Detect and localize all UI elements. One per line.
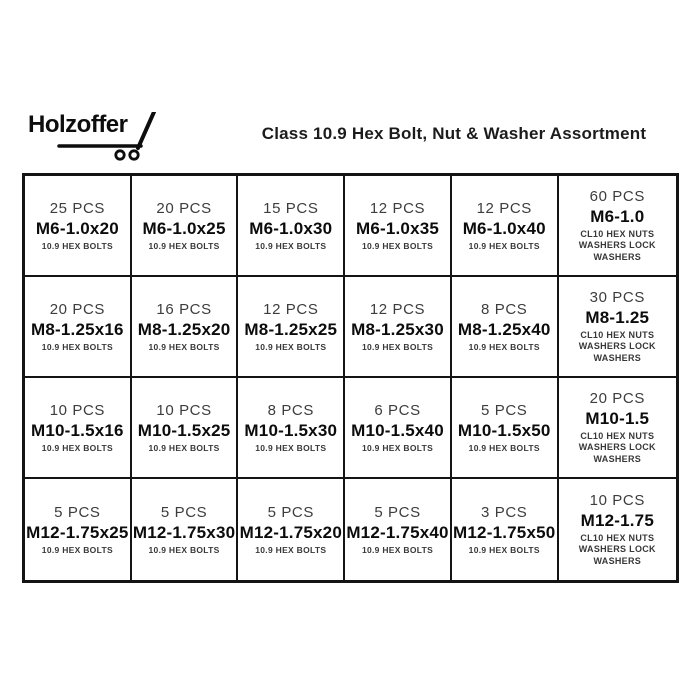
cell-description-label: 10.9 HEX BOLTS bbox=[468, 240, 540, 251]
assortment-table bbox=[22, 173, 679, 583]
cell-qty-label: 3 PCS bbox=[481, 503, 528, 521]
cell-size-label: M10-1.5x30 bbox=[244, 420, 338, 440]
cell-size-label: M6-1.0x25 bbox=[142, 218, 226, 238]
cell-qty-label: 8 PCS bbox=[267, 401, 314, 419]
cell-qty-label: 12 PCS bbox=[263, 300, 319, 318]
cell-description-label: 10.9 HEX BOLTS bbox=[255, 442, 327, 453]
cart-handle-slash bbox=[138, 112, 154, 148]
cell-qty-label: 20 PCS bbox=[589, 389, 645, 407]
cell-description-label: CL10 HEX NUTS WASHERS LOCK WASHERS bbox=[578, 228, 656, 262]
assortment-cell bbox=[132, 176, 239, 277]
cell-size-label: M10-1.5x25 bbox=[137, 420, 231, 440]
assortment-cell bbox=[238, 479, 345, 580]
cell-qty-label: 5 PCS bbox=[481, 401, 528, 419]
cell-size-label: M8-1.25x25 bbox=[244, 319, 338, 339]
cell-description-label: 10.9 HEX BOLTS bbox=[468, 442, 540, 453]
brand-logo bbox=[28, 112, 162, 168]
cell-size-label: M12-1.75x30 bbox=[132, 522, 236, 542]
cell-size-label: M10-1.5x16 bbox=[30, 420, 124, 440]
cell-qty-label: 12 PCS bbox=[369, 199, 426, 217]
cell-size-label: M12-1.75x50 bbox=[453, 522, 556, 542]
cell-qty-label: 60 PCS bbox=[589, 187, 645, 205]
assortment-cell bbox=[559, 378, 676, 479]
cell-size-label: M10-1.5x50 bbox=[457, 420, 551, 440]
cell-description-label: 10.9 HEX BOLTS bbox=[361, 240, 434, 251]
cell-description-label: 10.9 HEX BOLTS bbox=[41, 341, 113, 352]
cell-size-label: M6-1.0 bbox=[590, 206, 645, 226]
assortment-cell bbox=[132, 479, 239, 580]
cell-qty-label: 16 PCS bbox=[156, 300, 212, 318]
cell-description-label: 10.9 HEX BOLTS bbox=[255, 240, 327, 251]
cell-description-label: 10.9 HEX BOLTS bbox=[468, 544, 540, 555]
assortment-cell bbox=[25, 176, 132, 277]
cell-qty-label: 8 PCS bbox=[481, 300, 528, 318]
cell-size-label: M8-1.25x16 bbox=[30, 319, 124, 339]
cart-wheel-left bbox=[116, 151, 124, 159]
cell-qty-label: 5 PCS bbox=[160, 503, 208, 521]
cell-description-label: 10.9 HEX BOLTS bbox=[148, 544, 220, 555]
cell-qty-label: 5 PCS bbox=[374, 503, 421, 521]
assortment-cell bbox=[238, 378, 345, 479]
assortment-cell bbox=[132, 378, 239, 479]
cell-description-label: 10.9 HEX BOLTS bbox=[41, 240, 113, 251]
cell-size-label: M6-1.0x20 bbox=[35, 218, 119, 238]
assortment-cell bbox=[452, 277, 559, 378]
cell-size-label: M8-1.25x40 bbox=[457, 319, 551, 339]
shopping-cart-icon bbox=[28, 112, 162, 168]
cell-qty-label: 12 PCS bbox=[476, 199, 532, 217]
cell-size-label: M12-1.75x40 bbox=[346, 522, 449, 542]
assortment-cell bbox=[559, 479, 676, 580]
cell-size-label: M6-1.0x30 bbox=[249, 218, 333, 238]
cell-description-label: CL10 HEX NUTS WASHERS LOCK WASHERS bbox=[578, 532, 656, 566]
cell-qty-label: 20 PCS bbox=[49, 300, 105, 318]
cell-description-label: CL10 HEX NUTS WASHERS LOCK WASHERS bbox=[578, 329, 656, 363]
assortment-cell bbox=[345, 277, 452, 378]
assortment-cell bbox=[25, 479, 132, 580]
cart-wheel-right bbox=[130, 151, 138, 159]
cell-qty-label: 10 PCS bbox=[156, 401, 212, 419]
assortment-cell bbox=[345, 378, 452, 479]
assortment-cell bbox=[132, 277, 239, 378]
cell-description-label: CL10 HEX NUTS WASHERS LOCK WASHERS bbox=[578, 430, 656, 464]
cell-qty-label: 5 PCS bbox=[54, 503, 101, 521]
brand-name: Holzoffer bbox=[28, 111, 128, 138]
page-title: Class 10.9 Hex Bolt, Nut & Washer Assortment bbox=[261, 124, 647, 143]
cell-size-label: M12-1.75x25 bbox=[26, 522, 129, 542]
assortment-cell bbox=[559, 277, 676, 378]
cell-size-label: M6-1.0x40 bbox=[462, 218, 546, 238]
cell-qty-label: 15 PCS bbox=[263, 199, 319, 217]
assortment-cell bbox=[238, 176, 345, 277]
assortment-cell bbox=[452, 176, 559, 277]
assortment-cell bbox=[25, 277, 132, 378]
cell-description-label: 10.9 HEX BOLTS bbox=[361, 442, 434, 453]
cell-size-label: M10-1.5x40 bbox=[351, 420, 444, 440]
cell-size-label: M8-1.25x20 bbox=[137, 319, 231, 339]
cell-qty-label: 20 PCS bbox=[156, 199, 212, 217]
assortment-cell bbox=[345, 479, 452, 580]
cell-description-label: 10.9 HEX BOLTS bbox=[361, 544, 434, 555]
assortment-cell bbox=[345, 176, 452, 277]
cell-description-label: 10.9 HEX BOLTS bbox=[148, 341, 220, 352]
cell-description-label: 10.9 HEX BOLTS bbox=[255, 341, 327, 352]
assortment-cell bbox=[452, 378, 559, 479]
cell-description-label: 10.9 HEX BOLTS bbox=[148, 240, 220, 251]
cell-qty-label: 10 PCS bbox=[589, 491, 645, 509]
cell-description-label: 10.9 HEX BOLTS bbox=[41, 442, 113, 453]
cell-description-label: 10.9 HEX BOLTS bbox=[361, 341, 434, 352]
cell-size-label: M6-1.0x35 bbox=[355, 218, 440, 238]
cell-qty-label: 10 PCS bbox=[49, 401, 105, 419]
assortment-cell bbox=[238, 277, 345, 378]
assortment-cell bbox=[25, 378, 132, 479]
cell-description-label: 10.9 HEX BOLTS bbox=[41, 544, 113, 555]
cell-size-label: M12-1.75 bbox=[580, 510, 654, 530]
cell-qty-label: 30 PCS bbox=[589, 288, 645, 306]
cell-description-label: 10.9 HEX BOLTS bbox=[255, 544, 327, 555]
cell-description-label: 10.9 HEX BOLTS bbox=[148, 442, 220, 453]
cell-size-label: M8-1.25 bbox=[585, 307, 650, 327]
cell-qty-label: 6 PCS bbox=[374, 401, 421, 419]
cell-size-label: M10-1.5 bbox=[585, 408, 650, 428]
assortment-cell bbox=[452, 479, 559, 580]
cell-description-label: 10.9 HEX BOLTS bbox=[468, 341, 540, 352]
cell-qty-label: 5 PCS bbox=[267, 503, 314, 521]
assortment-cell bbox=[559, 176, 676, 277]
cell-size-label: M12-1.75x20 bbox=[239, 522, 342, 542]
cell-qty-label: 12 PCS bbox=[369, 300, 426, 318]
cell-size-label: M8-1.25x30 bbox=[351, 319, 444, 339]
cell-qty-label: 25 PCS bbox=[49, 199, 105, 217]
